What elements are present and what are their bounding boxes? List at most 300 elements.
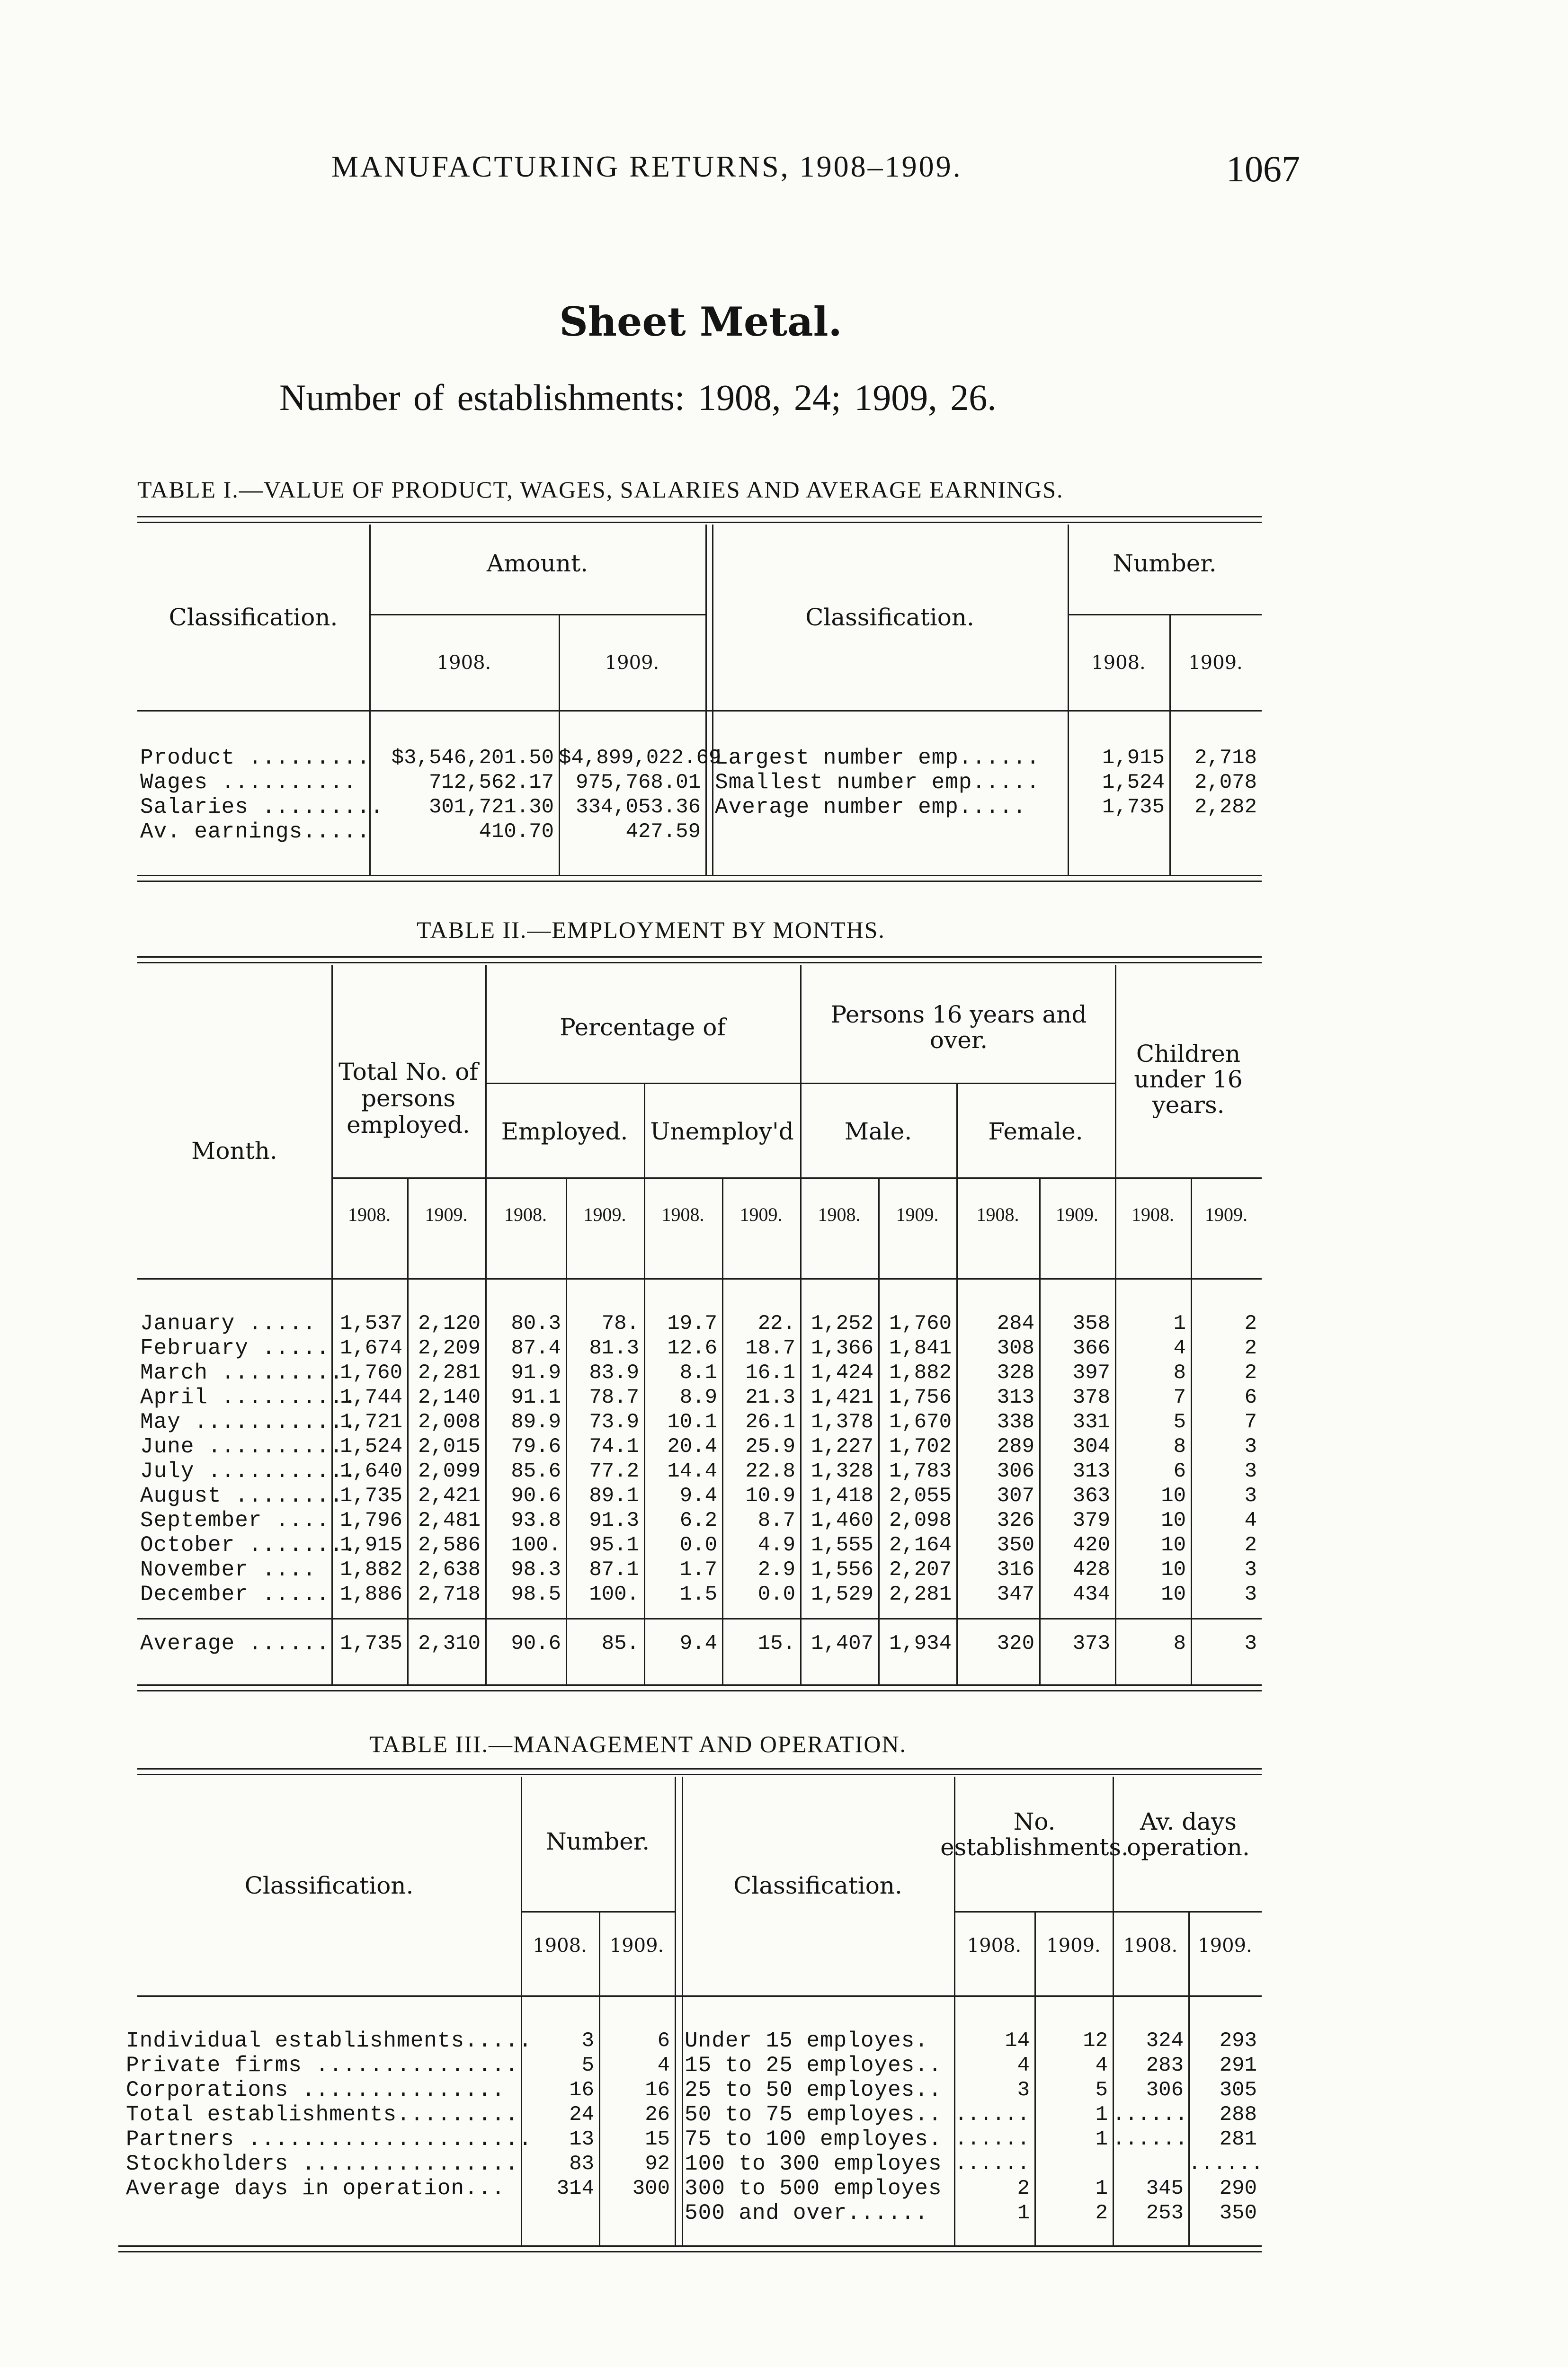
t3-value: 14	[1005, 2029, 1030, 2053]
t2-value: 1	[1173, 1312, 1186, 1335]
t2-year-label: 1908.	[348, 1204, 391, 1225]
t2-month-label: September ....	[140, 1508, 330, 1533]
t1-row-label: Largest number emp......	[715, 746, 1040, 770]
t1-row-label: Salaries .........	[140, 795, 384, 819]
t2-value: 1,252	[811, 1312, 873, 1335]
t3-left-label: Partners .....................	[126, 2127, 533, 2152]
t2-value: 434	[1072, 1583, 1110, 1606]
t1-value: 410.70	[479, 820, 554, 844]
t2-year-row	[331, 1202, 1262, 1227]
t3-value: 92	[645, 2152, 670, 2176]
t2-value: 1,529	[811, 1583, 873, 1606]
t2-hr	[137, 1278, 1262, 1280]
t2-male-head: Male.	[844, 1118, 912, 1145]
t3-value: 3	[581, 2029, 594, 2053]
t2-average-value: 2,310	[418, 1632, 481, 1655]
t3-right-label: 300 to 500 employes	[685, 2176, 942, 2201]
t1-hr	[137, 710, 1262, 712]
t2-month-label: December .....	[140, 1582, 330, 1607]
t2-value: 306	[997, 1459, 1034, 1483]
t1-left-1909	[559, 746, 722, 844]
t2-month-label: August ........	[140, 1484, 344, 1508]
t3-value: ......	[954, 2127, 1030, 2151]
t2-month-label: November ....	[140, 1557, 316, 1582]
t3-value: 4	[1095, 2054, 1108, 2077]
t2-value: 10	[1161, 1484, 1186, 1508]
t2-persons-head: Persons 16 years and over.	[830, 1001, 1087, 1054]
t2-value: 313	[1072, 1459, 1110, 1483]
t2-value: 0.0	[757, 1583, 795, 1606]
t2-value: 1,418	[811, 1484, 873, 1508]
t2-average-value: 1,735	[339, 1632, 402, 1655]
t3-right-label: 15 to 25 employes..	[685, 2053, 942, 2078]
t1-row-label: Product .........	[140, 746, 371, 770]
t2-hr	[137, 1618, 1262, 1620]
t2-value: 6	[1244, 1386, 1257, 1409]
t2-value: 20.4	[667, 1435, 717, 1459]
t2-value: 100.	[589, 1583, 639, 1606]
t3-bottom-rule-2	[118, 2251, 1262, 2252]
t3-hr	[521, 1911, 675, 1913]
t2-value: 3	[1244, 1484, 1257, 1508]
t3-left-label: Corporations ...............	[126, 2078, 505, 2102]
t3-left-body	[123, 2029, 675, 2201]
t2-value: 10	[1161, 1583, 1186, 1606]
t2-value: 0.0	[679, 1533, 717, 1557]
t2-year-label: 1909.	[1056, 1204, 1098, 1225]
t1-right-labels	[712, 746, 1068, 819]
t2-value: 1,227	[811, 1435, 873, 1459]
t3-right-label: Under 15 employes.	[685, 2029, 928, 2053]
t2-bottom-rule	[137, 1684, 1262, 1686]
t2-value: 87.1	[589, 1558, 639, 1582]
t2-value: 22.	[757, 1312, 795, 1335]
t2-value: 98.3	[511, 1558, 561, 1582]
t1-left-labels	[137, 746, 384, 844]
t2-value: 397	[1072, 1361, 1110, 1385]
t2-value: 1.7	[679, 1558, 717, 1582]
t2-value: 91.3	[589, 1509, 639, 1532]
t3-right-label: 100 to 300 employes	[685, 2152, 942, 2176]
t2-month-label: July ...........	[140, 1459, 357, 1484]
t2-month-label: May ............	[140, 1410, 357, 1434]
t2-value: 2	[1244, 1533, 1257, 1557]
t2-value: 358	[1072, 1312, 1110, 1335]
t3-right-label: 500 and over......	[685, 2201, 928, 2225]
t1-row-label: Average number emp.....	[715, 795, 1026, 819]
t3-left-label: Private firms ...............	[126, 2053, 519, 2078]
t2-value: 8	[1173, 1435, 1186, 1459]
t2-value: 10.9	[745, 1484, 795, 1508]
t2-value: 378	[1072, 1386, 1110, 1409]
t2-value: 9.4	[679, 1484, 717, 1508]
t2-year-label: 1909.	[425, 1204, 468, 1225]
t2-value: 2,098	[889, 1509, 952, 1532]
t2-total-head: Total No. of persons employed.	[339, 1058, 478, 1139]
t2-value: 3	[1244, 1558, 1257, 1582]
t3-value: ......	[1113, 2103, 1188, 2127]
t1-hr	[1068, 614, 1262, 615]
t2-year-label: 1908.	[661, 1204, 704, 1225]
t2-value: 2,120	[418, 1312, 481, 1335]
t3-value: 305	[1219, 2078, 1257, 2102]
t2-value: 78.7	[589, 1386, 639, 1409]
t2-value: 1,460	[811, 1509, 873, 1532]
t2-value: 363	[1072, 1484, 1110, 1508]
table1-top-rule	[137, 516, 1262, 517]
t3-value: 300	[632, 2177, 670, 2200]
table3-top-rule	[137, 1768, 1262, 1770]
t2-value: 2	[1244, 1361, 1257, 1385]
t2-average-value: 1,934	[889, 1632, 952, 1655]
t1-number-head: Number.	[1113, 550, 1217, 577]
t3-value: 291	[1219, 2054, 1257, 2077]
t2-value: 1,674	[339, 1336, 402, 1360]
t2-value: 79.6	[511, 1435, 561, 1459]
table1-top-rule-2	[137, 522, 1262, 523]
t2-year-label: 1909.	[1205, 1204, 1247, 1225]
t1-value: 334,053.36	[575, 795, 701, 819]
document-title: Sheet Metal.	[559, 298, 842, 345]
t2-value: 428	[1072, 1558, 1110, 1582]
t3-right-label: 75 to 100 employes.	[685, 2127, 942, 2152]
t2-value: 3	[1244, 1583, 1257, 1606]
t2-average-value: 1,407	[811, 1632, 873, 1655]
t2-value: 1,882	[889, 1361, 952, 1385]
t2-value: 4	[1244, 1509, 1257, 1532]
t2-value: 4	[1173, 1336, 1186, 1360]
t2-value: 19.7	[667, 1312, 717, 1335]
t1-value: 2,718	[1194, 746, 1257, 770]
t3-value: 15	[645, 2127, 670, 2151]
t3-value: 16	[569, 2078, 594, 2102]
t2-value: 1,555	[811, 1533, 873, 1557]
t2-hr	[485, 1083, 1115, 1084]
t3-value: 5	[581, 2054, 594, 2077]
t1-value: 301,721.30	[428, 795, 554, 819]
table3-top-rule-2	[137, 1774, 1262, 1775]
t3-left-label: Average days in operation...	[126, 2176, 505, 2201]
t3-value: 306	[1146, 2078, 1184, 2102]
t2-value: 2	[1244, 1336, 1257, 1360]
t2-value: 2,718	[418, 1583, 481, 1606]
t2-value: 366	[1072, 1336, 1110, 1360]
t2-average-value: 9.4	[679, 1632, 717, 1655]
t2-value: 83.9	[589, 1361, 639, 1385]
t2-value: 16.1	[745, 1361, 795, 1385]
t1-value: 2,282	[1194, 795, 1257, 819]
t3-left-label: Individual establishments.....	[126, 2029, 533, 2053]
t2-value: 8.1	[679, 1361, 717, 1385]
t2-hr	[331, 1177, 1262, 1179]
t3-value	[1113, 2152, 1188, 2176]
t2-value: 328	[997, 1361, 1034, 1385]
t1-row-label: Av. earnings.....	[140, 819, 371, 844]
t2-value: 1,886	[339, 1583, 402, 1606]
t3-days-head: Av. days operation.	[1127, 1808, 1250, 1861]
t1-value: 1,915	[1102, 746, 1165, 770]
t3-value: ......	[954, 2103, 1030, 2127]
t2-female-head: Female.	[988, 1118, 1083, 1145]
table2-top-rule	[137, 956, 1262, 958]
t2-value: 12.6	[667, 1336, 717, 1360]
t2-value: 350	[997, 1533, 1034, 1557]
t2-value: 85.6	[511, 1459, 561, 1483]
t2-value: 100.	[511, 1533, 561, 1557]
t2-value: 1,378	[811, 1410, 873, 1434]
page-number: 1067	[1226, 148, 1300, 189]
t3-days-1909: 1909.	[1198, 1935, 1252, 1957]
t2-value: 80.3	[511, 1312, 561, 1335]
t2-value: 8.9	[679, 1386, 717, 1409]
t2-value: 326	[997, 1509, 1034, 1532]
t3-value: ......	[1188, 2152, 1264, 2176]
t2-percentage-head: Percentage of	[560, 1014, 726, 1041]
t2-unemployed-head: Unemploy'd	[650, 1118, 794, 1145]
t1-vr	[705, 525, 707, 875]
t3-value: 3	[1017, 2078, 1030, 2102]
t2-value: 313	[997, 1386, 1034, 1409]
t1-value: 1,735	[1102, 795, 1165, 819]
t3-value: 24	[569, 2103, 594, 2127]
t2-value: 331	[1072, 1410, 1110, 1434]
t3-value: 345	[1146, 2177, 1184, 2200]
t2-value: 2,207	[889, 1558, 952, 1582]
t2-value: 2,055	[889, 1484, 952, 1508]
t3-value: 281	[1219, 2127, 1257, 2151]
t3-days-1908: 1908.	[1123, 1935, 1178, 1957]
t2-employed-head: Employed.	[501, 1118, 628, 1145]
t2-value: 308	[997, 1336, 1034, 1360]
t2-value: 18.7	[745, 1336, 795, 1360]
t2-average-label: Average ......	[140, 1631, 330, 1656]
t2-value: 1,366	[811, 1336, 873, 1360]
t2-value: 2,421	[418, 1484, 481, 1508]
t2-average-value: 15.	[757, 1632, 795, 1655]
t3-value: 324	[1146, 2029, 1184, 2053]
t1-right-1908	[1068, 746, 1169, 819]
t3-hr	[137, 1995, 1262, 1997]
t2-year-label: 1908.	[504, 1204, 547, 1225]
t2-value: 284	[997, 1312, 1034, 1335]
t2-value: 93.8	[511, 1509, 561, 1532]
t2-value: 2,481	[418, 1509, 481, 1532]
t3-value: 2	[1095, 2201, 1108, 2225]
t2-year-label: 1909.	[739, 1204, 783, 1225]
t2-value: 2.9	[757, 1558, 795, 1582]
t2-value: 338	[997, 1410, 1034, 1434]
t2-value: 7	[1173, 1386, 1186, 1409]
t2-average-value: 3	[1244, 1632, 1257, 1655]
t3-value: ......	[1113, 2127, 1188, 2151]
t3-estab-head: No. establishments.	[940, 1808, 1129, 1861]
t2-value: 74.1	[589, 1435, 639, 1459]
t2-value: 95.1	[589, 1533, 639, 1557]
t2-month-label: January .....	[140, 1311, 316, 1336]
t2-value: 3	[1244, 1435, 1257, 1459]
t2-year-label: 1909.	[583, 1204, 626, 1225]
t2-value: 25.9	[745, 1435, 795, 1459]
t1-value: 2,078	[1194, 771, 1257, 794]
t2-month-label: February .....	[140, 1336, 330, 1361]
t2-value: 1,760	[339, 1361, 402, 1385]
t2-value: 304	[1072, 1435, 1110, 1459]
t2-value: 289	[997, 1435, 1034, 1459]
t2-value: 3	[1244, 1459, 1257, 1483]
t1-bottom-rule	[137, 875, 1262, 876]
t2-value: 73.9	[589, 1410, 639, 1434]
t2-body	[137, 1311, 1262, 1607]
t3-right-label: 25 to 50 employes..	[685, 2078, 942, 2102]
t2-value: 1,760	[889, 1312, 952, 1335]
t2-value: 6	[1173, 1459, 1186, 1483]
t2-value: 89.9	[511, 1410, 561, 1434]
t3-vr	[675, 1777, 676, 2245]
t3-value: 253	[1146, 2201, 1184, 2225]
t2-value: 1,915	[339, 1533, 402, 1557]
t2-value: 98.5	[511, 1583, 561, 1606]
t2-value: 1.5	[679, 1583, 717, 1606]
t2-average-value: 8	[1173, 1632, 1186, 1655]
t1-right-1909	[1169, 746, 1262, 819]
t2-value: 91.9	[511, 1361, 561, 1385]
t3-value: 293	[1219, 2029, 1257, 2053]
t3-value: 283	[1146, 2054, 1184, 2077]
t3-classification-head-right: Classification.	[733, 1872, 902, 1899]
t2-month-head	[137, 965, 331, 1277]
t3-value: 6	[657, 2029, 670, 2053]
t2-value: 1,328	[811, 1459, 873, 1483]
t2-value: 2,281	[889, 1583, 952, 1606]
t3-number-1909: 1909.	[609, 1935, 664, 1957]
t1-value: 1,524	[1102, 771, 1165, 794]
t2-value: 1,796	[339, 1509, 402, 1532]
t3-value: 2	[1017, 2177, 1030, 2200]
t3-right-body	[682, 2029, 1262, 2225]
t2-value: 91.1	[511, 1386, 561, 1409]
t3-value: 314	[556, 2177, 594, 2200]
t3-value: 16	[645, 2078, 670, 2102]
t3-number-head: Number.	[545, 1828, 650, 1855]
t2-value: 10.1	[667, 1410, 717, 1434]
t2-value: 2,281	[418, 1361, 481, 1385]
t3-value: 350	[1219, 2201, 1257, 2225]
t3-value	[1034, 2152, 1113, 2176]
t2-value: 77.2	[589, 1459, 639, 1483]
t2-value: 90.6	[511, 1484, 561, 1508]
t1-amount-head: Amount.	[486, 550, 588, 577]
t2-value: 78.	[601, 1312, 639, 1335]
t1-amount-1909: 1909.	[605, 652, 659, 674]
t1-classification-head-right: Classification.	[805, 604, 974, 631]
t2-value: 26.1	[745, 1410, 795, 1434]
t2-value: 2,099	[418, 1459, 481, 1483]
t3-value: 1	[1095, 2177, 1108, 2200]
t2-value: 2,140	[418, 1386, 481, 1409]
t3-value: 13	[569, 2127, 594, 2151]
t2-value: 5	[1173, 1410, 1186, 1434]
t2-month-label: April ..........	[140, 1385, 357, 1410]
t1-classification-head: Classification.	[169, 604, 338, 631]
t1-bottom-rule-2	[137, 881, 1262, 882]
t2-value: 2	[1244, 1312, 1257, 1335]
t2-value: 316	[997, 1558, 1034, 1582]
t2-bottom-rule-2	[137, 1690, 1262, 1691]
t3-value: 83	[569, 2152, 594, 2176]
t2-value: 4.9	[757, 1533, 795, 1557]
t2-value: 7	[1244, 1410, 1257, 1434]
t2-value: 420	[1072, 1533, 1110, 1557]
t2-year-label: 1908.	[1131, 1204, 1174, 1225]
t3-value: 288	[1219, 2103, 1257, 2127]
t2-month-head-text: Month.	[191, 1137, 277, 1165]
table2-caption: TABLE II.—EMPLOYMENT BY MONTHS.	[417, 917, 885, 943]
t3-value: 26	[645, 2103, 670, 2127]
table2-top-rule-2	[137, 962, 1262, 963]
t3-number-1908: 1908.	[533, 1935, 587, 1957]
t2-value: 1,721	[339, 1410, 402, 1434]
t2-value: 2,638	[418, 1558, 481, 1582]
t3-value: 1	[1017, 2201, 1030, 2225]
t3-value: 12	[1083, 2029, 1108, 2053]
t2-value: 1,670	[889, 1410, 952, 1434]
t2-value: 21.3	[745, 1386, 795, 1409]
t1-row-label: Wages ..........	[140, 770, 357, 795]
t2-value: 89.1	[589, 1484, 639, 1508]
t2-value: 2,209	[418, 1336, 481, 1360]
t2-children-head: Children under 16 years.	[1134, 1040, 1243, 1119]
t2-average-value: 373	[1072, 1632, 1110, 1655]
t2-value: 14.4	[667, 1459, 717, 1483]
t2-month-label: March .........	[140, 1361, 344, 1385]
t3-estab-1908: 1908.	[967, 1935, 1022, 1957]
running-head: MANUFACTURING RETURNS, 1908–1909.	[331, 150, 962, 183]
t2-value: 1,537	[339, 1312, 402, 1335]
t2-month-label: October ........	[140, 1533, 357, 1557]
t2-year-label: 1908.	[818, 1204, 861, 1225]
t2-value: 10	[1161, 1533, 1186, 1557]
t3-estab-1909: 1909.	[1046, 1935, 1101, 1957]
t2-value: 347	[997, 1583, 1034, 1606]
t2-year-label: 1909.	[896, 1204, 939, 1225]
t2-value: 2,586	[418, 1533, 481, 1557]
t1-hr	[369, 614, 705, 615]
t2-average-value: 320	[997, 1632, 1034, 1655]
t2-average-value: 90.6	[511, 1632, 561, 1655]
t2-value: 1,744	[339, 1386, 402, 1409]
t3-value: 1	[1095, 2127, 1108, 2151]
t3-value: 4	[657, 2054, 670, 2077]
t1-row-label: Smallest number emp.....	[715, 770, 1040, 795]
t2-value: 307	[997, 1484, 1034, 1508]
t2-value: 1,841	[889, 1336, 952, 1360]
t3-left-label: Stockholders ................	[126, 2152, 519, 2176]
t1-value: 712,562.17	[428, 771, 554, 794]
t2-value: 81.3	[589, 1336, 639, 1360]
t2-value: 1,524	[339, 1435, 402, 1459]
t3-value: ......	[954, 2152, 1030, 2176]
t2-value: 1,424	[811, 1361, 873, 1385]
t2-value: 1,735	[339, 1484, 402, 1508]
t2-year-label: 1908.	[976, 1204, 1019, 1225]
t3-right-label: 50 to 75 employes..	[685, 2102, 942, 2127]
t1-left-1908	[369, 746, 559, 844]
t2-value: 10	[1161, 1509, 1186, 1532]
t2-value: 1,702	[889, 1435, 952, 1459]
t3-value: 4	[1017, 2054, 1030, 2077]
t2-average-row	[137, 1631, 1262, 1656]
t2-value: 8.7	[757, 1509, 795, 1532]
